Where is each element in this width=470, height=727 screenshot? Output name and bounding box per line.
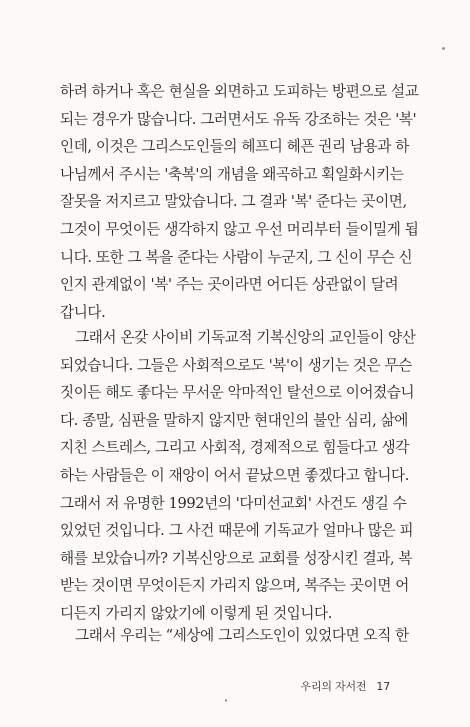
text-line: 짓이든 해도 좋다는 무서운 악마적인 탈선으로 이어졌습니 (60, 384, 415, 402)
page-footer (301, 678, 390, 694)
running-title: 우리의 자서전 (300, 680, 367, 693)
paper-speck (225, 699, 227, 702)
text-line: 나님께서 주시는 '축복'의 개념을 왜곡하고 획일화시키는 (60, 165, 404, 183)
text-line: 그래서 저 유명한 1992년의 '다미선교회' 사건도 생길 수 (60, 494, 407, 512)
text-line: 지친 스트레스, 그리고 사회적, 경제적으로 힘들다고 생각 (60, 439, 409, 457)
text-line: 다. 종말, 심판을 말하지 않지만 현대인의 불안 심리, 삶에 (60, 411, 408, 429)
text-line: 그것이 무엇이든 생각하지 않고 우선 머리부터 들이밀게 됩 (60, 220, 419, 238)
text-line: 있었던 것입니다. 그 사건 때문에 기독교가 얼마나 많은 피 (60, 522, 414, 540)
page-number: 17 (376, 680, 390, 693)
text-line: 인데, 이것은 그리스도인들의 헤프디 헤픈 권리 남용과 하 (60, 138, 409, 156)
text-line: 해를 보았습니까? 기복신앙으로 교회를 성장시킨 결과, 복 (60, 549, 413, 567)
paragraph-1 (60, 78, 419, 326)
text-line: 하려 하거나 혹은 현실을 외면하고 도피하는 방편으로 설교 (60, 83, 419, 100)
text-line: 디든지 가리지 않았기에 이렇게 된 것입니다. (60, 604, 332, 622)
text-line: 잘못을 저지르고 말았습니다. 그 결과 '복' 준다는 곳이면, (60, 193, 407, 211)
paragraph-2 (60, 324, 416, 628)
text-line: 그래서 우리는 “세상에 그리스도인이 있었다면 오직 한 (75, 627, 409, 644)
text-line: 인지 관계없이 '복' 주는 곳이라면 어디든 상관없이 달려 (60, 276, 399, 294)
text-line: 하는 사람들은 이 재앙이 어서 끝났으면 좋겠다고 합니다. (60, 466, 409, 484)
paper-speck (442, 47, 445, 50)
paragraph-3 (60, 622, 409, 650)
text-line: 받는 것이면 무엇이든지 가리지 않으며, 복주는 곳이면 어 (60, 577, 409, 595)
text-line: 되었습니다. 그들은 사회적으로도 '복'이 생기는 것은 무슨 (60, 356, 412, 374)
text-line: 되는 경우가 많습니다. 그러면서도 유독 강조하는 것은 '복' (60, 110, 417, 128)
text-line: 그래서 온갖 사이비 기독교적 기복신앙의 교인들이 양산 (75, 329, 416, 346)
text-line: 갑니다. (60, 303, 106, 321)
text-line: 니다. 또한 그 복을 준다는 사람이 누군지, 그 신이 무슨 신 (60, 248, 413, 266)
